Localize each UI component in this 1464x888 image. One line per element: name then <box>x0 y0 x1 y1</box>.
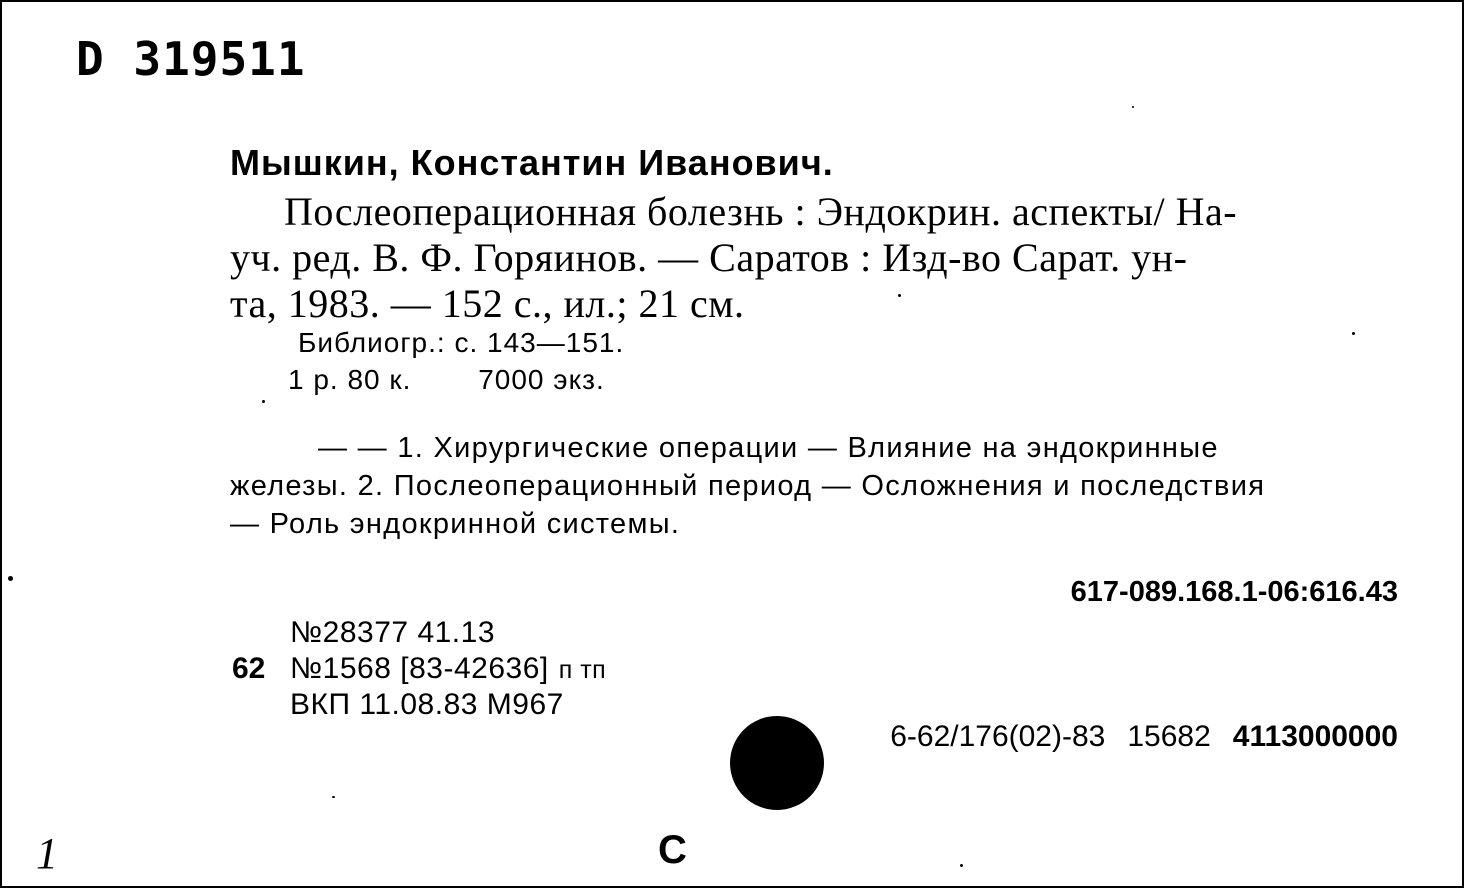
subject-line-3: — Роль эндокринной системы. <box>230 508 681 540</box>
subject-line-2: железы. 2. Послеоперационный период — Осложнения и последствия <box>230 470 1266 502</box>
speck-mark <box>262 400 265 403</box>
subject-line-1: — — 1. Хирургические операции — Влияние на эндокринные <box>318 432 1219 464</box>
accession-number: №1568 [83-42636] <box>290 652 549 685</box>
speck-mark <box>1132 106 1134 108</box>
corner-mark: 1 <box>36 829 58 878</box>
price-copies-line <box>288 364 605 396</box>
punch-hole <box>730 716 824 810</box>
accession-line-1: №28377 41.13 <box>290 616 496 649</box>
publication-code-line <box>773 720 1398 754</box>
title-line-2: уч. ред. В. Ф. Горяинов. — Саратов : Изд-во Сарат. ун- <box>230 235 1188 280</box>
accession-prefix-number: 62 <box>232 652 266 685</box>
accession-line-2 <box>290 652 606 686</box>
speck-mark <box>898 294 901 297</box>
speck-mark <box>332 796 335 798</box>
code-mid: 6-62/176(02)-83 <box>890 720 1106 753</box>
code-bold-number: 4113000000 <box>1232 720 1398 753</box>
copies-count: 7000 экз. <box>478 364 605 395</box>
price: 1 р. 80 к. <box>288 364 412 395</box>
code-number: 15682 <box>1127 720 1211 753</box>
call-number: D 319511 <box>76 32 306 86</box>
speck-mark <box>1352 332 1355 335</box>
accession-line-3: ВКП 11.08.83 М967 <box>290 688 564 721</box>
bibliography-note: Библиогр.: с. 143—151. <box>298 327 625 358</box>
author-heading: Мышкин, Константин Иванович. <box>230 142 834 183</box>
udc-classification: 617-089.168.1-06:616.43 <box>1070 576 1398 608</box>
speck-mark <box>8 576 13 581</box>
title-line-3: та, 1983. — 152 с., ил.; 21 см. <box>230 281 745 326</box>
bottom-letter: С <box>658 828 687 872</box>
speck-mark <box>960 864 963 867</box>
title-line-1: Послеоперационная болезнь : Эндокрин. аспекты/ На- <box>284 189 1238 234</box>
accession-suffix: п тп <box>558 656 607 684</box>
